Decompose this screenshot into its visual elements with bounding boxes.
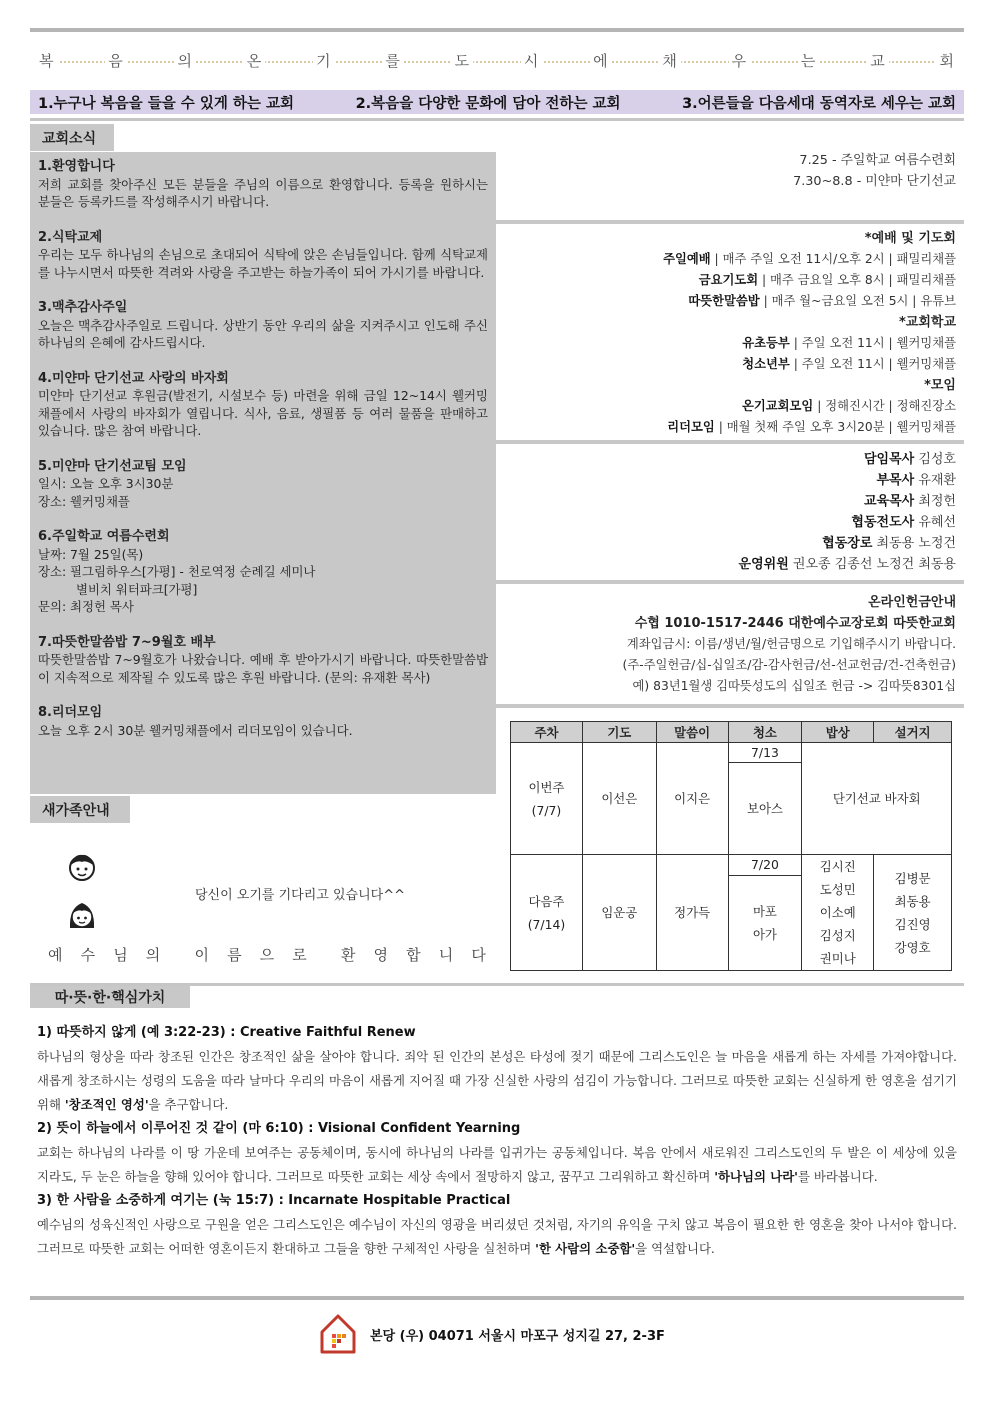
staff-name: 권오종 김종선 노정건 최동용 <box>788 557 956 572</box>
offering-note: 예) 83년1월생 김따뜻성도의 십일조 헌금 -> 김따뜻8301십 <box>632 679 956 693</box>
welcome-char: 영 <box>373 946 391 964</box>
offering-note: 계좌입금시: 이름/생년/월/헌금명으로 기입해주시기 바랍니다. <box>626 637 956 651</box>
prayer-cell: 임운공 <box>582 855 656 971</box>
table-header-row <box>511 722 952 743</box>
news-title: 1.환영합니다 <box>38 159 115 174</box>
worship-row <box>496 291 964 312</box>
footer-address: 본당 (우) 04071 서울시 마포구 성지길 27, 2-3F <box>370 1328 665 1344</box>
worship-detail: | 매주 월~금요일 오전 5시 | 유튜브 <box>759 294 956 308</box>
staff-row <box>496 533 964 554</box>
value-keyword: '하나님의 나라' <box>714 1169 798 1184</box>
school-row <box>496 354 964 375</box>
meeting-row <box>496 417 964 438</box>
table-row <box>511 743 952 763</box>
dish-cell <box>874 855 952 971</box>
clean-cell: 보아스 <box>728 763 802 855</box>
motto-rule <box>30 118 964 121</box>
top-rule <box>30 28 964 32</box>
slogan-char: 는 <box>798 50 820 71</box>
value-body <box>37 1141 957 1189</box>
clean-date-cell: 7/20 <box>728 855 802 876</box>
meal-cell <box>802 855 874 971</box>
word-cell: 이지은 <box>656 743 728 855</box>
clean-name: 아가 <box>752 926 777 942</box>
value-text: 을 추구합니다. <box>148 1097 229 1112</box>
value-title: 1) 따뜻하지 않게 (예 3:22-23) : Creative Faithful Renew <box>37 1025 416 1040</box>
staff-role: 협동장로 <box>822 536 873 551</box>
news-line: 장소: 웰커밍채플 <box>38 493 130 509</box>
offering-box <box>496 592 964 697</box>
value-body <box>37 1213 957 1261</box>
meal-name: 김시진 <box>819 859 856 874</box>
news-title: 2.식탁교제 <box>38 229 103 245</box>
staff-role: 협동전도사 <box>851 515 915 530</box>
motto-1: 1.누구나 복음을 들을 수 있게 하는 교회 <box>38 95 294 112</box>
meeting-name: 리더모임 <box>667 420 715 434</box>
news-item <box>38 299 488 352</box>
news-line: 문의: 최정헌 목사 <box>38 599 134 614</box>
news-title: 5.미얀마 단기선교팀 모임 <box>38 458 187 474</box>
welcome-char: 로 <box>292 946 309 964</box>
worship-detail: | 매주 주일 오전 11시/오후 2시 | 패밀리채플 <box>710 252 956 266</box>
value-text: 을 역설합니다. <box>635 1241 715 1256</box>
welcome-char: 수 <box>80 946 98 964</box>
news-body: 우리는 모두 하나님의 손님으로 초대되어 식탁에 앉은 손님들입니다. 함께 식탁교제를 나누시면서 따뜻한 격려와 사랑을 주고받는 하늘가족이 되어 가시기를 바랍니다. <box>38 247 488 280</box>
slogan-char: 의 <box>175 50 197 71</box>
worship-name: 따뜻한말씀밥 <box>688 294 760 308</box>
value-keyword: '한 사람의 소중함' <box>535 1241 636 1256</box>
slogan <box>30 46 964 74</box>
table-header: 기도 <box>582 722 656 743</box>
welcome-subtitle <box>48 944 488 965</box>
staff-role: 부목사 <box>876 473 915 488</box>
value-title: 3) 한 사람을 소중하게 여기는 (눅 15:7) : Incarnate Hospitable Practical <box>37 1193 511 1208</box>
dish-name: 최동용 <box>894 893 931 909</box>
clean-cell <box>728 875 802 970</box>
news-item <box>38 528 488 616</box>
staff-name: 유혜선 <box>914 515 956 530</box>
week-date: (7/7) <box>531 802 562 818</box>
school-row <box>496 333 964 354</box>
worship-row <box>496 249 964 270</box>
slogan-char: 온 <box>244 50 266 71</box>
table-header: 말씀이 <box>656 722 728 743</box>
clean-date-cell: 7/13 <box>728 743 802 763</box>
staff-row <box>496 554 964 575</box>
news-body: 저희 교회를 찾아주신 모든 분들을 주님의 이름으로 환영합니다. 등록을 원하시는 분들은 등록카드를 작성해주시기 바랍니다. <box>38 176 488 209</box>
staff-role: 운영위원 <box>738 557 789 572</box>
staff-row <box>496 512 964 533</box>
motto-bar <box>30 90 964 114</box>
welcome-section-tag: 새가족안내 <box>30 796 130 823</box>
offering-heading: 온라인헌금안내 <box>868 595 956 610</box>
slogan-char: 시 <box>521 50 543 71</box>
worship-heading: *예배 및 기도회 <box>864 231 956 246</box>
dish-name: 강영호 <box>894 939 931 955</box>
welcome-char: 름 <box>227 946 244 964</box>
welcome-area <box>30 826 496 971</box>
meeting-heading: *모임 <box>924 378 956 393</box>
staff-name: 유재환 <box>914 473 956 488</box>
week-cell <box>511 855 583 971</box>
slogan-char: 도 <box>452 50 474 71</box>
meal-name: 도성민 <box>819 882 856 897</box>
girl-icon <box>68 900 96 930</box>
school-heading: *교회학교 <box>898 315 956 330</box>
values-section-tag: 따·뜻·한·핵심가치 <box>30 986 190 1008</box>
schedule-item: 7.25 - 주일학교 여름수련회 <box>799 153 956 168</box>
slogan-char: 기 <box>313 50 335 71</box>
news-item <box>38 370 488 440</box>
school-name: 청소년부 <box>742 357 790 371</box>
welcome-char: 환 <box>340 946 358 964</box>
table-header: 밥상 <box>802 722 874 743</box>
motto-2: 2.복음을 다양한 문화에 담아 전하는 교회 <box>355 95 621 112</box>
week-cell <box>511 743 583 855</box>
news-line: 날짜: 7월 25일(목) <box>38 546 144 562</box>
news-title: 7.따뜻한말씀밥 7~9월호 배부 <box>38 634 216 650</box>
slogan-char: 복 <box>36 50 58 71</box>
staff-role: 담임목사 <box>863 452 915 467</box>
slogan-char: 에 <box>590 50 612 71</box>
slogan-char: 를 <box>382 50 404 71</box>
worship-row <box>496 270 964 291</box>
church-news-panel <box>30 152 496 794</box>
news-line: 별비치 워터파크[가평] <box>76 581 198 597</box>
meeting-detail: | 정해진시간 | 정해진장소 <box>813 399 956 413</box>
footer <box>318 1312 665 1356</box>
news-item <box>38 458 488 511</box>
news-item <box>38 704 488 739</box>
table-header: 주차 <box>511 722 583 743</box>
clean-name: 마포 <box>752 903 777 919</box>
staff-row <box>496 491 964 512</box>
table-row <box>511 855 952 876</box>
slogan-char: 채 <box>659 50 681 71</box>
value-body <box>37 1045 957 1117</box>
week-label: 다음주 <box>528 893 565 909</box>
welcome-char: 니 <box>438 946 456 964</box>
right-divider <box>496 440 964 444</box>
slogan-char: 우 <box>729 50 751 71</box>
value-title: 2) 뜻이 하늘에서 이루어진 것 같이 (마 6:10) : Visional Confident Yearning <box>37 1121 521 1136</box>
staff-name: 최동용 노정건 <box>872 536 956 551</box>
meeting-detail: | 매월 첫째 주일 오후 3시20분 | 웰커밍채플 <box>714 420 956 434</box>
welcome-char: 다 <box>471 946 488 964</box>
dish-name: 김병문 <box>894 870 931 886</box>
meeting-name: 온기교회모임 <box>742 399 814 413</box>
news-title: 4.미얀마 단기선교 사랑의 바자회 <box>38 370 229 386</box>
welcome-char: 합 <box>406 946 423 964</box>
welcome-char: 이 <box>194 946 211 964</box>
news-title: 3.맥추감사주일 <box>38 300 128 315</box>
school-name: 유초등부 <box>742 336 790 350</box>
slogan-char: 회 <box>936 50 958 71</box>
right-divider <box>496 220 964 224</box>
week-date: (7/14) <box>527 916 566 932</box>
staff-row <box>496 449 964 470</box>
duty-table <box>510 721 952 971</box>
value-text: 하나님의 형상을 따라 창조된 인간은 창조적인 삶을 살아야 합니다. 죄악 된 인간의 본성은 타성에 젖기 때문에 그리스도인은 늘 마음을 새롭게 하는 자세를 가져야합니다. 새롭게 창조하시는 성령의 도움을 따라 날마다 우리의 마음이 새롭게 지어질 때 가장 신실한 사랑의 섬김이 가능합니다. 그러므로 따뜻한 교회는 신실하게 한 영혼을 섬기기 위해 <box>37 1049 957 1112</box>
motto-3: 3.어른들을 다음세대 동역자로 세우는 교회 <box>682 95 956 112</box>
welcome-message: 당신이 오기를 기다리고 있습니다^^ <box>195 888 405 903</box>
offering-note: (주-주일헌금/십-십일조/감-감사헌금/선-선교헌금/건-건축헌금) <box>622 658 956 672</box>
worship-name: 주일예배 <box>663 252 711 266</box>
table-header: 설거지 <box>874 722 952 743</box>
core-values <box>37 1021 957 1261</box>
news-line: 일시: 오늘 오후 3시30분 <box>38 476 174 491</box>
worship-detail: | 매주 금요일 오후 8시 | 패밀리채플 <box>758 273 956 287</box>
word-cell: 정가득 <box>656 855 728 971</box>
news-item <box>38 634 488 687</box>
news-line: 장소: 필그림하우스[가평] - 천로역정 순례길 세미나 <box>38 564 316 579</box>
week-label: 이번주 <box>528 779 565 795</box>
value-text: 예수님의 성육신적인 사랑으로 구원을 얻은 그리스도인은 예수님이 자신의 영광을 버리셨던 것처럼, 자기의 유익을 구치 않고 복음이 필요한 한 영혼을 찾아 나서야 합니다. 그러므로 따뜻한 교회는 어떠한 영혼이든지 환대하고 그들을 향한 구체적인 사랑을 실천하며 <box>37 1217 957 1256</box>
meal-name: 이소예 <box>819 905 856 920</box>
bottom-rule <box>30 1296 964 1300</box>
news-title: 8.리더모임 <box>38 705 103 720</box>
right-divider <box>496 580 964 584</box>
news-title: 6.주일학교 여름수련회 <box>38 529 170 544</box>
staff-name: 최정헌 <box>914 494 956 509</box>
value-text: 교회는 하나님의 나라를 이 땅 가운데 보여주는 공동체이며, 동시에 하나님의 나라를 입귀가는 공동체입니다. 복음 안에서 새로워진 그리스도인의 두 발은 이 세상에 있을 지라도, 두 눈은 하늘을 향해 있어야 합니다. 그러므로 따뜻한 교회는 세상 속에서 절망하지 않고, 꿈꾸고 그리워하고 확신하며 <box>37 1145 957 1184</box>
welcome-char: 의 <box>145 946 163 964</box>
value-keyword: '창조적인 영성' <box>64 1097 149 1112</box>
value-text: 를 바라봅니다. <box>797 1169 878 1184</box>
meal-cell: 단기선교 바자회 <box>802 743 952 855</box>
news-body: 오늘은 맥추감사주일로 드립니다. 상반기 동안 우리의 삶을 지켜주시고 인도해 주신 하나님의 은혜에 감사드립시다. <box>38 317 488 350</box>
news-body: 따뜻한말씀밥 7~9월호가 나왔습니다. 예배 후 받아가시기 바랍니다. 따뜻한말씀밥이 지속적으로 제작될 수 있도록 많은 후원 바랍니다. (문의: 유재환 목사) <box>38 652 488 685</box>
staff-box <box>496 449 964 575</box>
news-body: 미얀마 단기선교 후원금(발전기, 시설보수 등) 마련을 위해 금일 12~14시 웰커밍 채플에서 사랑의 바자회가 열립니다. 식사, 음료, 생필품 등 여러 물품을 판매하고 있습니다. 많은 참여 바랍니다. <box>38 388 488 438</box>
right-divider <box>496 704 964 708</box>
worship-name: 금요기도회 <box>698 273 759 287</box>
offering-account: 수협 1010-1517-2446 대한예수교장로회 따뜻한교회 <box>634 616 956 631</box>
slogan-char: 교 <box>867 50 889 71</box>
church-house-logo-icon <box>318 1312 358 1356</box>
slogan-char: 음 <box>105 50 127 71</box>
prayer-cell: 이선은 <box>582 743 656 855</box>
news-section-tag: 교회소식 <box>30 124 114 151</box>
worship-box <box>496 228 964 438</box>
school-detail: | 주일 오전 11시 | 웰커밍채플 <box>789 336 956 350</box>
staff-name: 김성호 <box>914 452 956 467</box>
news-item <box>38 158 488 211</box>
news-body: 오늘 오후 2시 30분 웰커밍채플에서 리더모임이 있습니다. <box>38 722 353 738</box>
news-item <box>38 229 488 282</box>
school-detail: | 주일 오전 11시 | 웰커밍채플 <box>789 357 956 371</box>
staff-role: 교육목사 <box>863 494 915 509</box>
meal-name: 김성지 <box>819 928 856 943</box>
meeting-row <box>496 396 964 417</box>
welcome-char: 님 <box>113 946 130 964</box>
boy-icon <box>68 852 96 882</box>
staff-row <box>496 470 964 491</box>
dish-name: 김진영 <box>894 916 931 932</box>
schedule-box <box>496 150 964 192</box>
schedule-item: 7.30~8.8 - 미얀마 단기선교 <box>793 174 956 189</box>
welcome-char: 으 <box>259 946 277 964</box>
table-header: 청소 <box>728 722 802 743</box>
welcome-char: 예 <box>48 946 65 964</box>
meal-name: 권미나 <box>819 951 856 966</box>
